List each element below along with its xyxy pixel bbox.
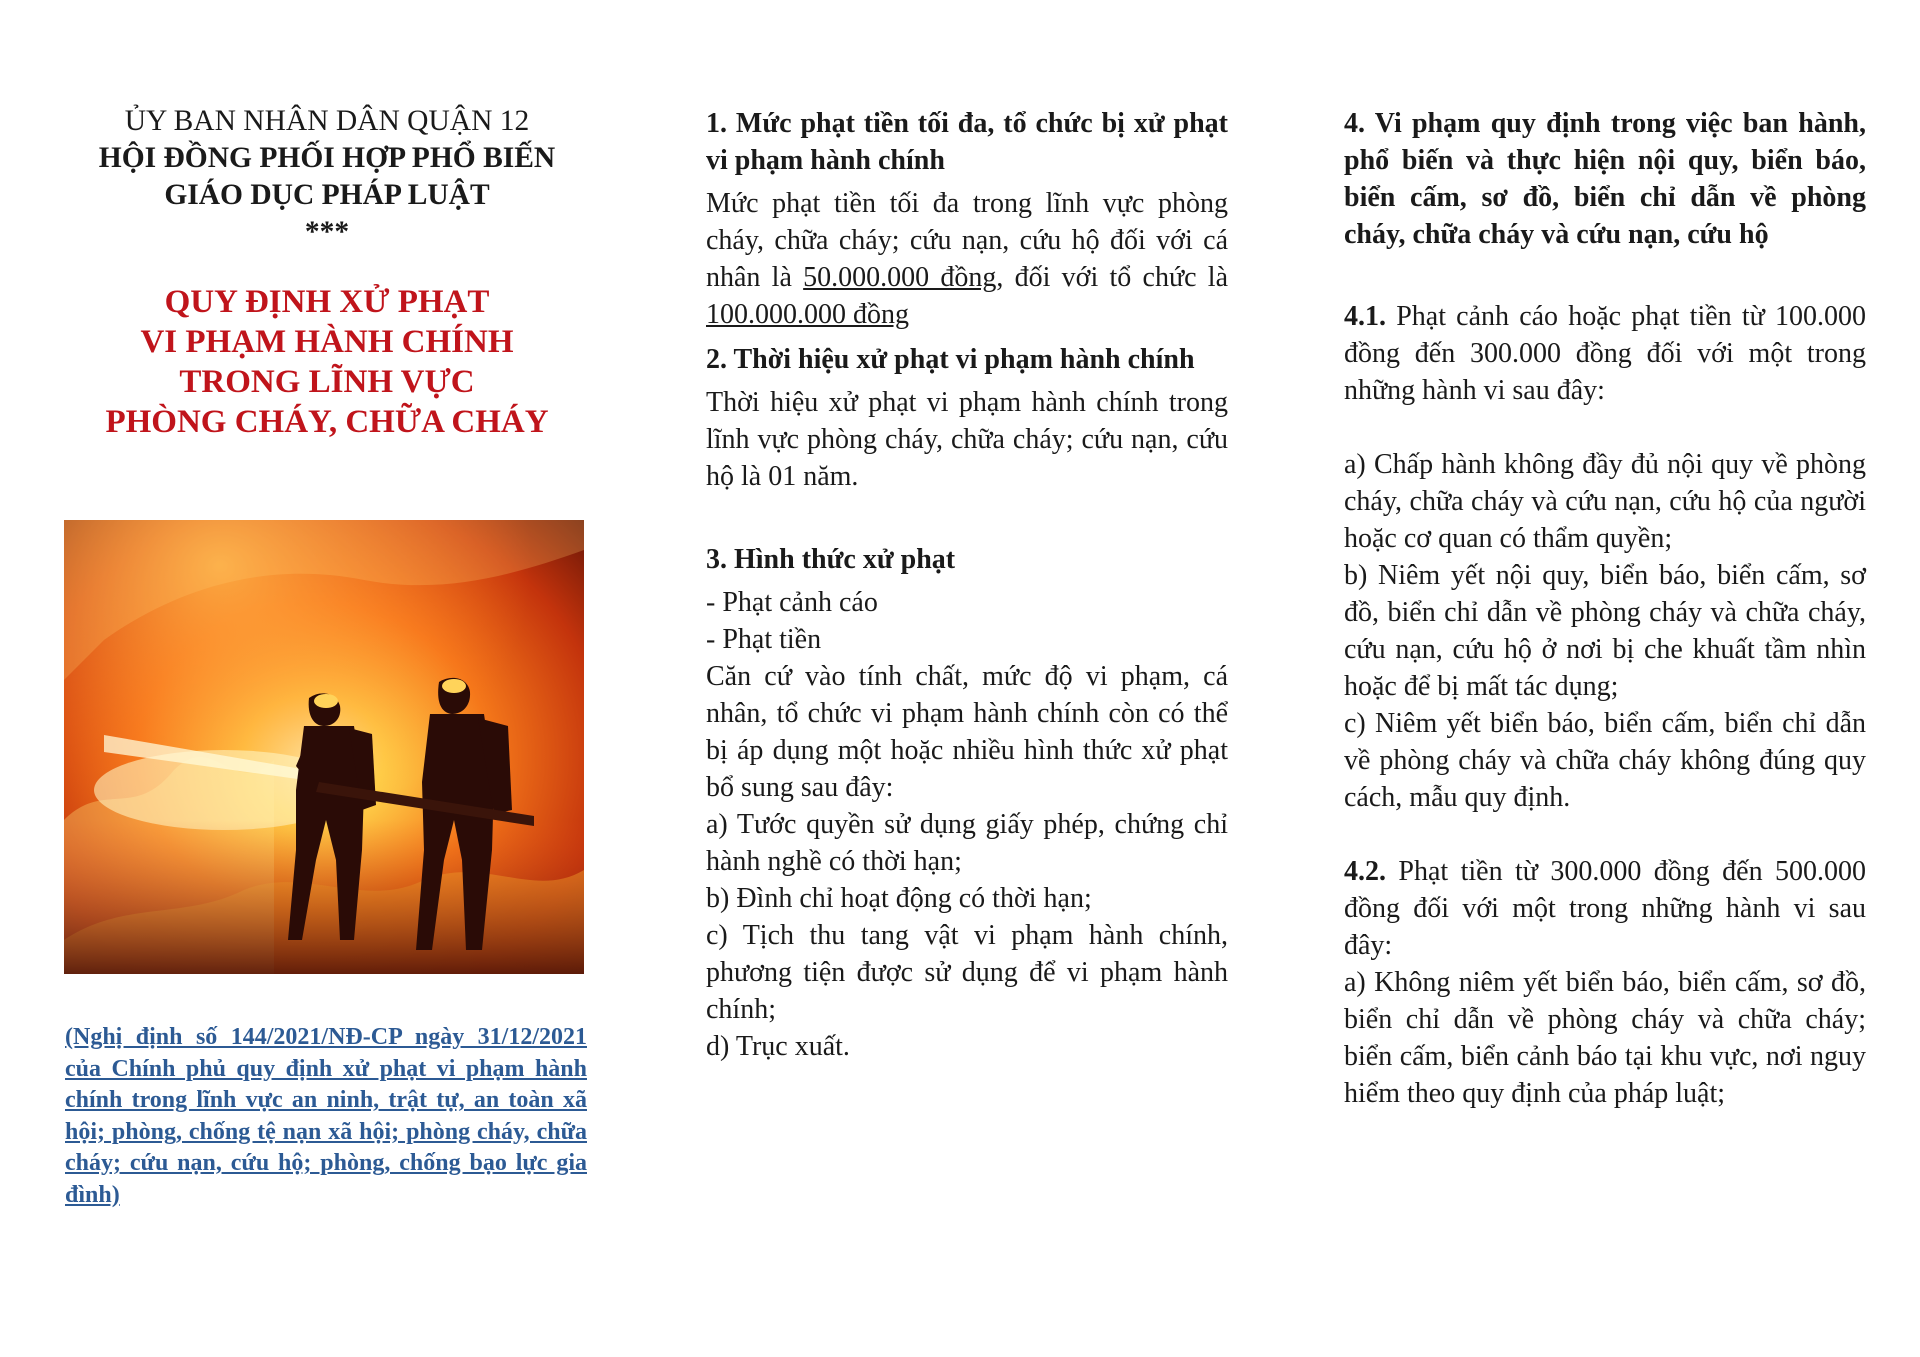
title-line-1: QUY ĐỊNH XỬ PHẠT — [164, 284, 490, 320]
section-3-heading: 3. Hình thức xử phạt — [706, 544, 956, 575]
firefighters-photo — [64, 520, 584, 974]
legal-citation: (Nghị định số 144/2021/NĐ-CP ngày 31/12/2021 của Chính phủ quy định xử phạt vi phạm hành chính trong lĩnh vực an ninh, trật tự, an toàn xã hội; phòng, chống tệ nạn xã hội; phòng cháy, chữa cháy; cứu nạn, cứu hộ; phòng, chống bạo lực gia đình) — [65, 1024, 587, 1208]
section-1-heading: 1. Mức phạt tiền tối đa, tổ chức bị xử phạt vi phạm hành chính — [706, 108, 1228, 176]
section-4-2-items — [1344, 964, 1866, 1112]
section-1-text-b: , đối với tổ chức là — [996, 262, 1229, 293]
title-line-2: VI PHẠM HÀNH CHÍNH — [140, 324, 514, 360]
section-1-text — [706, 185, 1228, 333]
issuer-line-1: ỦY BAN NHÂN DÂN QUẬN 12 — [124, 105, 530, 137]
section-2-text: Thời hiệu xử phạt vi phạm hành chính trong lĩnh vực phòng cháy, chữa cháy; cứu nạn, cứu hộ là 01 năm. — [706, 387, 1228, 492]
section-4-2-text — [1344, 853, 1866, 964]
violation-4-2-a: a) Không niêm yết biển báo, biển cấm, sơ đồ, biển chỉ dẫn về phòng cháy và chữa cháy; biển cấm, biển cảnh báo tại khu vực, nơi nguy hiểm theo quy định của pháp luật; — [1344, 967, 1866, 1109]
section-4-2-desc: Phạt tiền từ 300.000 đồng đến 500.000 đồng đối với một trong những hành vi sau đây: — [1344, 856, 1866, 961]
section-1 — [706, 105, 1228, 333]
header-stars: *** — [304, 216, 350, 248]
section-2-heading: 2. Thời hiệu xử phạt vi phạm hành chính — [706, 344, 1195, 375]
additional-penalty-a: a) Tước quyền sử dụng giấy phép, chứng chỉ hành nghề có thời hạn; — [706, 809, 1228, 877]
violation-4-1-b: b) Niêm yết nội quy, biển báo, biển cấm, sơ đồ, biển chỉ dẫn về phòng cháy và chữa cháy, cứu nạn, cứu hộ ở nơi bị che khuất tầm nhìn hoặc để bị mất tác dụng; — [1344, 560, 1866, 702]
penalty-fine: - Phạt tiền — [706, 624, 822, 655]
additional-penalty-d: d) Trục xuất. — [706, 1031, 850, 1062]
section-3 — [706, 541, 1228, 1065]
penalty-warning: - Phạt cảnh cáo — [706, 587, 878, 618]
fine-amount-individual: 50.000.000 đồng — [803, 262, 997, 293]
issuer-header — [62, 103, 592, 251]
section-1-text-a: Mức phạt tiền tối đa trong lĩnh vực phòng cháy, chữa cháy; cứu nạn, cứu hộ đối với cá nhân là — [706, 188, 1228, 293]
section-2 — [706, 341, 1228, 495]
additional-penalties-intro: Căn cứ vào tính chất, mức độ vi phạm, cá nhân, tổ chức vi phạm hành chính còn có thể bị áp dụng một hoặc nhiều hình thức xử phạt bổ sung sau đây: — [706, 661, 1228, 803]
violation-4-1-c: c) Niêm yết biển báo, biển cấm, biển chỉ dẫn về phòng cháy và chữa cháy không đúng quy cách, mẫu quy định. — [1344, 708, 1866, 813]
additional-penalty-b: b) Đình chỉ hoạt động có thời hạn; — [706, 883, 1092, 914]
section-4-1-label: 4.1. — [1344, 301, 1386, 332]
section-3-body — [706, 584, 1228, 1065]
title-line-3: TRONG LĨNH VỰC — [179, 364, 475, 400]
document-title — [62, 282, 592, 442]
issuer-line-3: GIÁO DỤC PHÁP LUẬT — [164, 179, 490, 211]
section-4-1 — [1344, 298, 1866, 816]
title-line-4: PHÒNG CHÁY, CHỮA CHÁY — [105, 404, 549, 440]
section-4 — [1344, 105, 1866, 253]
section-4-2-label: 4.2. — [1344, 856, 1386, 887]
additional-penalty-c: c) Tịch thu tang vật vi phạm hành chính, phương tiện được sử dụng để vi phạm hành chính; — [706, 920, 1228, 1025]
section-4-1-desc: Phạt cảnh cáo hoặc phạt tiền từ 100.000 đồng đến 300.000 đồng đối với một trong những hành vi sau đây: — [1344, 301, 1866, 406]
section-4-1-items — [1344, 446, 1866, 816]
section-4-heading: 4. Vi phạm quy định trong việc ban hành, phổ biến và thực hiện nội quy, biển báo, biển cấm, sơ đồ, biển chỉ dẫn về phòng cháy, chữa cháy và cứu nạn, cứu hộ — [1344, 108, 1866, 250]
issuer-line-2: HỘI ĐỒNG PHỐI HỢP PHỔ BIẾN — [98, 142, 556, 174]
violation-4-1-a: a) Chấp hành không đầy đủ nội quy về phòng cháy, chữa cháy và cứu nạn, cứu hộ của người hoặc cơ quan có thẩm quyền; — [1344, 449, 1866, 554]
fine-amount-organization: 100.000.000 đồng — [706, 299, 909, 330]
section-4-1-text — [1344, 298, 1866, 409]
section-4-2 — [1344, 853, 1866, 1112]
